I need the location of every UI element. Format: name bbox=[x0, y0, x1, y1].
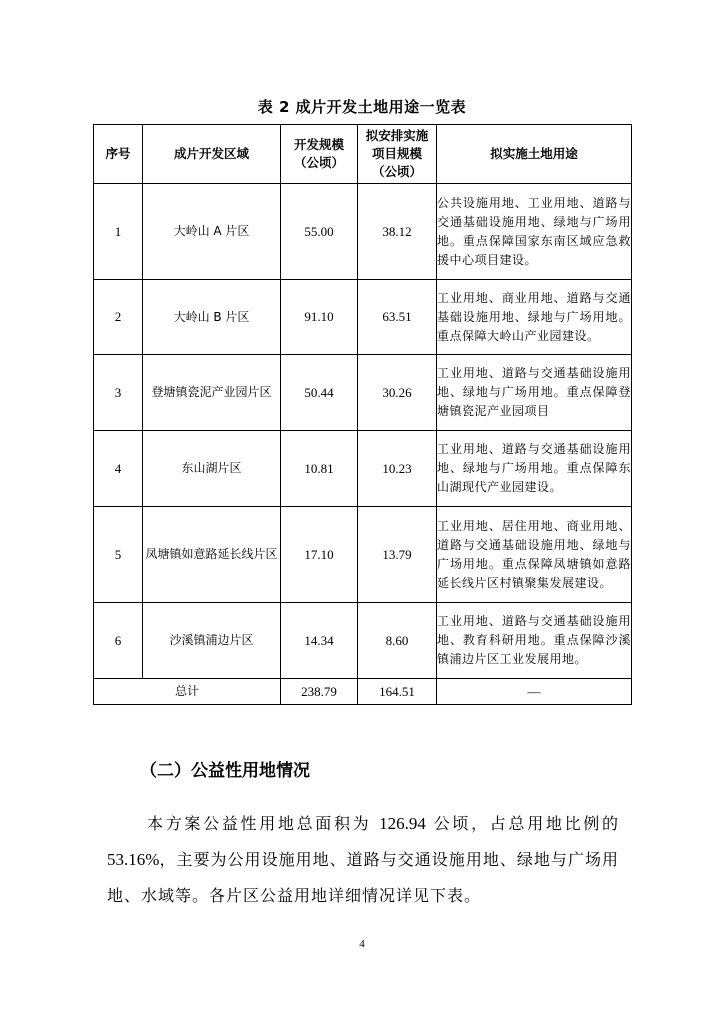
total-project-scale: 164.51 bbox=[358, 679, 437, 705]
land-use-table bbox=[93, 124, 632, 705]
cell-area: 大岭山 A 片区 bbox=[143, 184, 281, 280]
cell-scale: 10.81 bbox=[281, 431, 358, 507]
cell-scale: 50.44 bbox=[281, 355, 358, 431]
cell-project-scale: 63.51 bbox=[358, 280, 437, 355]
total-scale: 238.79 bbox=[281, 679, 358, 705]
cell-scale: 17.10 bbox=[281, 507, 358, 603]
cell-area: 沙溪镇浦边片区 bbox=[143, 603, 281, 679]
table-row bbox=[94, 603, 632, 679]
cell-area: 登塘镇瓷泥产业园片区 bbox=[143, 355, 281, 431]
total-label: 总计 bbox=[94, 679, 281, 705]
cell-area: 东山湖片区 bbox=[143, 431, 281, 507]
cell-index: 5 bbox=[94, 507, 143, 603]
cell-land-use: 公共设施用地、工业用地、道路与交通基础设施用地、绿地与广场用地。重点保障国家东南区域应急救援中心项目建设。 bbox=[437, 184, 632, 280]
cell-land-use: 工业用地、道路与交通基础设施用地、绿地与广场用地。重点保障东山湖现代产业园建设。 bbox=[437, 431, 632, 507]
header-project-line1: 拟安排实施 bbox=[365, 128, 429, 143]
table-caption: 表 2 成片开发土地用途一览表 bbox=[257, 98, 467, 116]
page-number: 4 bbox=[359, 938, 365, 950]
cell-index: 3 bbox=[94, 355, 143, 431]
header-scale bbox=[281, 125, 358, 184]
cell-land-use: 工业用地、道路与交通基础设施用地、绿地与广场用地。重点保障登塘镇瓷泥产业园项目 bbox=[437, 355, 632, 431]
header-land-use: 拟实施土地用途 bbox=[437, 125, 632, 184]
cell-area: 凤塘镇如意路延长线片区 bbox=[143, 507, 281, 603]
section-paragraph bbox=[107, 806, 619, 914]
cell-scale: 14.34 bbox=[281, 603, 358, 679]
header-project-scale bbox=[358, 125, 437, 184]
paragraph-text-1: 本方案公益性用地总面积为 bbox=[147, 814, 380, 833]
header-project-line2: 项目规模 bbox=[371, 146, 422, 161]
public-land-ratio-value: 53.16% bbox=[107, 850, 160, 869]
cell-land-use: 工业用地、商业用地、道路与交通基础设施用地、绿地与广场用地。重点保障大岭山产业园建设。 bbox=[437, 280, 632, 355]
section-heading: （二）公益性用地情况 bbox=[140, 761, 310, 781]
header-project-line3: （公顷） bbox=[371, 164, 422, 179]
cell-project-scale: 8.60 bbox=[358, 603, 437, 679]
cell-index: 1 bbox=[94, 184, 143, 280]
header-area: 成片开发区域 bbox=[143, 125, 281, 184]
table-header-row bbox=[94, 125, 632, 184]
cell-scale: 55.00 bbox=[281, 184, 358, 280]
cell-project-scale: 30.26 bbox=[358, 355, 437, 431]
cell-land-use: 工业用地、道路与交通基础设施用地、教育科研用地。重点保障沙溪镇浦边片区工业发展用地。 bbox=[437, 603, 632, 679]
cell-scale: 91.10 bbox=[281, 280, 358, 355]
table-row bbox=[94, 280, 632, 355]
header-index: 序号 bbox=[94, 125, 143, 184]
paragraph-text-2: 公顷，占总用地比例的 bbox=[425, 814, 619, 833]
cell-land-use: 工业用地、居住用地、商业用地、道路与交通基础设施用地、绿地与广场用地。重点保障凤塘镇如意路延长线片区村镇聚集发展建设。 bbox=[437, 507, 632, 603]
cell-area: 大岭山 B 片区 bbox=[143, 280, 281, 355]
table-row bbox=[94, 184, 632, 280]
paragraph-text-3: ，主要为公用设施用地、道路与交通设施用地、绿地与广场用地、水域等。各片区公益用地详细情况详见下表。 bbox=[107, 850, 619, 905]
cell-project-scale: 10.23 bbox=[358, 431, 437, 507]
table-row bbox=[94, 431, 632, 507]
table-total-row bbox=[94, 679, 632, 705]
header-scale-line2: （公顷） bbox=[293, 155, 344, 170]
cell-index: 4 bbox=[94, 431, 143, 507]
public-land-area-value: 126.94 bbox=[379, 814, 426, 833]
table-row bbox=[94, 507, 632, 603]
header-scale-line1: 开发规模 bbox=[293, 137, 344, 152]
cell-index: 6 bbox=[94, 603, 143, 679]
cell-project-scale: 38.12 bbox=[358, 184, 437, 280]
cell-project-scale: 13.79 bbox=[358, 507, 437, 603]
table-row bbox=[94, 355, 632, 431]
total-land-use: — bbox=[437, 679, 632, 705]
cell-index: 2 bbox=[94, 280, 143, 355]
